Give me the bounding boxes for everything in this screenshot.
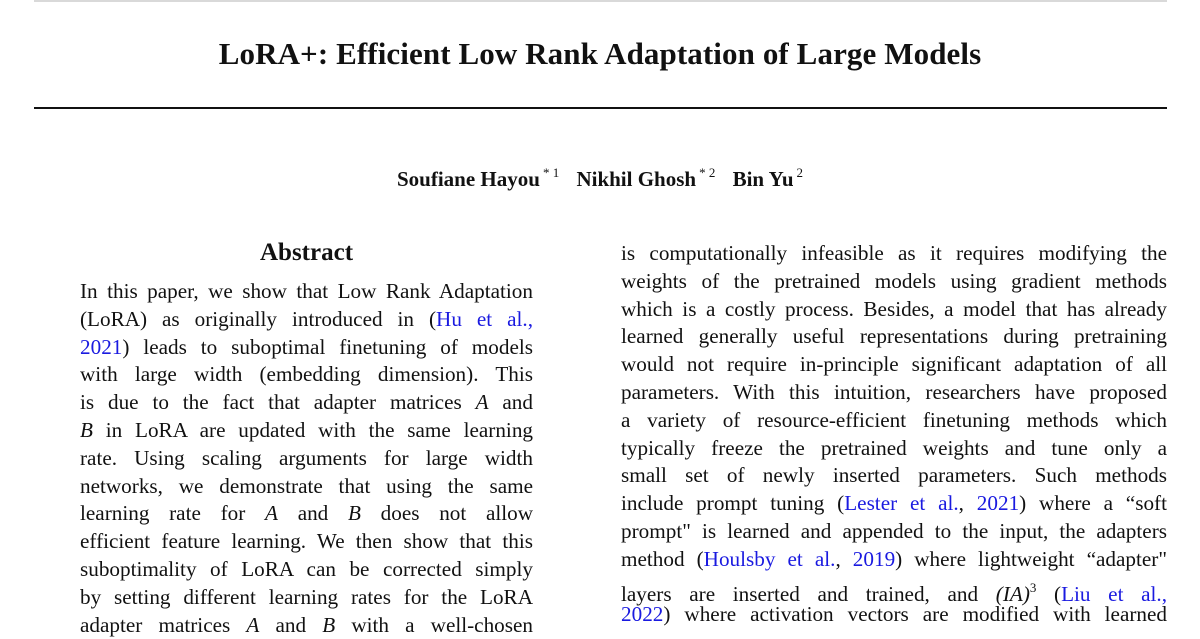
abstract-line [80,278,533,306]
text-segment: and [502,390,533,415]
paper-title: LoRA+: Efficient Low Rank Adaptation of Large Models [218,36,982,71]
introduction-body [621,240,1167,629]
math-var-b: B [322,612,336,637]
math-var-b: B [80,417,93,442]
text-segment: (LoRA) as originally introduced in ( [80,306,437,331]
abstract-line [80,361,533,389]
text-segment: is computationally infeasible as it requires modifying the [621,241,1167,265]
abstract-line [80,334,533,362]
abstract-line [80,584,533,612]
body-line [621,490,1167,518]
text-segment: and [275,612,307,637]
body-line [621,518,1167,546]
abstract-line [80,417,533,445]
body-line [621,296,1167,324]
abstract-line [80,528,533,556]
text-segment: and [297,501,329,526]
abstract-line [80,389,533,417]
text-segment: efficient feature learning. We then show that this [80,529,533,554]
author-2-name: Nikhil Ghosh [576,167,697,191]
math-var-a: A [475,390,489,415]
text-segment: learned generally useful representations during pretraining [621,324,1167,349]
text-segment: suboptimality of LoRA can be corrected simply [80,556,533,581]
text-segment: is due to the fact that adapter matrices [80,390,462,415]
text-segment: method ( [621,546,704,571]
text-segment: typically freeze the pretrained weights and tune only a [621,435,1167,460]
text-segment: ) where a “soft [1019,491,1167,516]
math-ia: (IA) [995,581,1030,606]
citation-link-liu-2022-year[interactable]: 2022 [621,602,664,627]
top-rule [34,0,1167,2]
abstract-line [80,306,533,334]
abstract-body [80,278,533,639]
citation-link-houlsby-2019-year[interactable]: 2019 [852,546,896,571]
body-line [621,407,1167,435]
abstract-line [80,500,533,528]
text-segment: ) leads to suboptimal finetuning of models [122,334,533,359]
author-2-affiliation: * 2 [699,165,716,180]
citation-link-hu-2021-year[interactable]: 2021 [80,334,123,359]
abstract-line [80,445,533,473]
body-line [621,574,1168,606]
math-var-a: A [246,612,260,637]
text-segment: rate. Using scaling arguments for large width [80,445,533,470]
citation-link-liu-2022[interactable]: Liu et al., [1061,581,1168,606]
text-segment: in LoRA are updated with the same learning [105,417,534,442]
text-segment: weights of the pretrained models using gradient methods [621,268,1167,293]
citation-link-houlsby-2019[interactable]: Houlsby et al. [703,546,836,571]
author-1 [397,158,559,194]
body-line [621,351,1167,379]
math-exponent: 3 [1029,579,1037,595]
text-segment: In this paper, we show that Low Rank Adaptation [80,279,533,303]
body-line [621,462,1167,490]
text-segment: adapter matrices [80,612,231,637]
body-line [621,323,1167,351]
author-list [0,158,1200,194]
text-segment: learning rate for [80,501,246,526]
text-segment: ) where lightweight “adapter" [895,546,1168,571]
author-3-affiliation: 2 [796,165,804,180]
abstract-line [80,612,533,639]
author-1-name: Soufiane Hayou [396,167,540,191]
text-segment: networks, we demonstrate that using the same [80,473,533,498]
math-var-a: A [265,501,278,526]
author-3 [733,158,803,194]
citation-link-hu-2021[interactable]: Hu et al., [436,306,533,331]
text-segment: , [958,491,977,516]
author-3-name: Bin Yu [732,167,794,191]
abstract-line [80,473,533,501]
body-line [621,435,1167,463]
body-line [621,240,1167,268]
math-var-b: B [348,501,361,526]
text-segment: , [835,546,853,571]
text-segment: would not require in-principle significant adaptation of all [621,352,1167,377]
text-segment: by setting different learning rates for the LoRA [80,584,533,609]
text-segment: layers are inserted and trained, and [621,581,979,606]
text-segment: small set of newly inserted parameters. Such methods [621,463,1167,488]
title-rule [34,107,1167,109]
text-segment: include prompt tuning ( [621,491,845,516]
text-segment: does not allow [380,501,534,526]
author-1-affiliation: * 1 [542,165,560,180]
abstract-heading: Abstract [259,239,354,266]
abstract-line [80,556,533,584]
text-segment: with large width (embedding dimension). This [80,362,533,387]
text-segment: parameters. With this intuition, researchers have proposed [621,379,1167,404]
body-line [621,268,1167,296]
body-line [621,601,1167,629]
text-segment: a variety of resource-efficient finetuning methods which [621,407,1167,432]
text-segment: ( [1054,581,1062,606]
text-segment: ) where activation vectors are modified with learned [663,602,1167,627]
body-line [621,546,1167,574]
text-segment: prompt" is learned and appended to the input, the adapters [621,518,1167,543]
citation-link-lester-2021[interactable]: Lester et al. [844,491,959,516]
text-segment: which is a costly process. Besides, a model that has already [621,296,1167,321]
citation-link-lester-2021-year[interactable]: 2021 [976,491,1020,516]
text-segment: with a well-chosen [351,612,534,637]
body-line [621,379,1167,407]
author-2 [576,158,715,194]
